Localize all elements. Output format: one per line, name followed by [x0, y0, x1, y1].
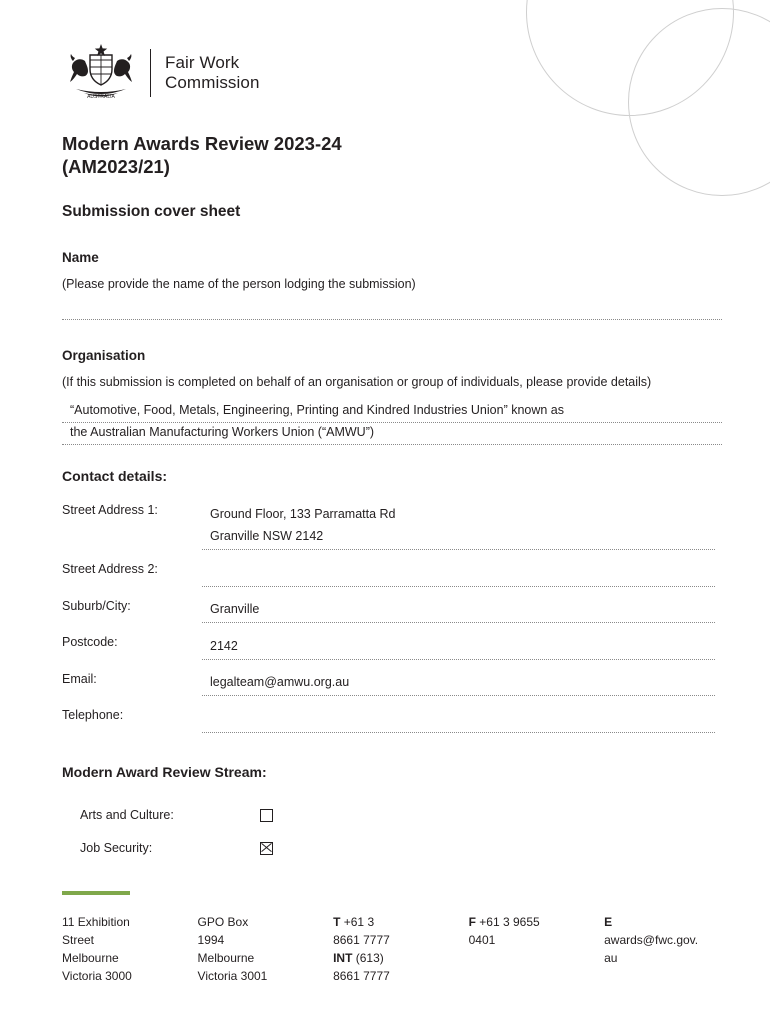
organisation-input[interactable] [62, 401, 722, 445]
contact-details-table [62, 501, 715, 733]
organisation-name-line-2: Commission [165, 73, 260, 92]
contact-spacer-5 [62, 696, 715, 707]
contact-row-telephone [62, 706, 715, 732]
footer-email-line-2: au [604, 951, 618, 965]
masthead-divider [150, 49, 151, 97]
checkbox-job-security[interactable] [260, 842, 273, 855]
footer-email-label: E [604, 915, 613, 929]
contact-label-telephone: Telephone: [62, 708, 124, 722]
stream-section-heading: Modern Award Review Stream: [62, 763, 267, 780]
svg-text:AUSTRALIA: AUSTRALIA [87, 94, 115, 100]
organisation-name [165, 53, 260, 93]
footer-street-line-2: Street [62, 933, 95, 947]
footer-fax-label: F [468, 915, 476, 929]
page-title-line-2: (AM2023/21) [62, 156, 170, 177]
footer-postal-line-2: 1994 [197, 933, 225, 947]
organisation-section-heading: Organisation [62, 348, 146, 363]
footer-fax-line-1: +61 3 9655 [479, 915, 540, 929]
name-section-heading: Name [62, 250, 99, 265]
contact-label-email: Email: [62, 671, 97, 686]
contact-value-suburb-city[interactable]: Granville [202, 597, 715, 623]
contact-spacer [62, 550, 715, 561]
contact-value-telephone[interactable] [202, 706, 715, 732]
footer-postal-line-3: Melbourne [197, 951, 255, 965]
stream-row-job-security[interactable] [62, 832, 722, 865]
footer-postal-line-1: GPO Box [197, 915, 249, 929]
footer [62, 913, 752, 985]
stream-options [62, 799, 722, 865]
footer-postal-line-4: Victoria 3001 [197, 969, 268, 983]
footer-column-email [604, 913, 752, 985]
australian-coat-of-arms-icon [62, 41, 140, 105]
footer-column-telephone [333, 913, 469, 985]
name-input[interactable] [62, 319, 722, 320]
contact-spacer-3 [62, 623, 715, 634]
stream-label-job-security: Job Security: [80, 841, 153, 855]
footer-street-line-3: Melbourne [62, 951, 119, 965]
contact-value-street-address-1-line-2[interactable]: Granville NSW 2142 [202, 527, 715, 550]
footer-email-line-1: awards@fwc.gov. [604, 933, 699, 947]
contact-row-street-address-1-line-2 [62, 527, 715, 550]
contact-label-postcode: Postcode: [62, 635, 118, 649]
contact-spacer-4 [62, 659, 715, 670]
spacer-cell-left-4 [62, 659, 202, 670]
spacer-cell-right-5 [202, 696, 715, 707]
footer-international-label: INT [333, 951, 353, 965]
footer-telephone-label: T [333, 915, 341, 929]
organisation-value-line-1[interactable]: “Automotive, Food, Metals, Engineering, Printing and Kindred Industries Union” known as [62, 401, 722, 423]
footer-international-line-2: 8661 7777 [333, 969, 390, 983]
contact-value-email[interactable]: legalteam@amwu.org.au [202, 670, 715, 696]
footer-column-street-address [62, 913, 198, 985]
spacer-cell-left-2 [62, 586, 202, 597]
contact-value-street-address-2[interactable] [202, 560, 715, 586]
contact-row-street-address-1 [62, 501, 715, 527]
footer-international-line-1: (613) [355, 951, 384, 965]
footer-accent-rule [62, 891, 130, 895]
contact-spacer-2 [62, 586, 715, 597]
spacer-cell-right [202, 550, 715, 561]
organisation-section-help: (If this submission is completed on behalf of an organisation or group of individuals, please provide details) [62, 375, 652, 389]
contact-label-empty [62, 527, 202, 550]
footer-street-line-4: Victoria 3000 [62, 969, 132, 983]
contact-label-street-address-1: Street Address 1: [62, 503, 158, 517]
spacer-cell-left-3 [62, 623, 202, 634]
contact-row-email [62, 670, 715, 696]
footer-fax-line-2: 0401 [468, 933, 496, 947]
stream-label-arts-and-culture: Arts and Culture: [80, 808, 174, 822]
stream-row-arts-and-culture[interactable] [62, 799, 722, 832]
footer-telephone-line-1: +61 3 [343, 915, 375, 929]
spacer-cell-left-5 [62, 696, 202, 707]
contact-value-street-address-1[interactable]: Ground Floor, 133 Parramatta Rd [210, 507, 396, 521]
footer-column-postal-address [198, 913, 334, 985]
footer-telephone-line-2: 8661 7777 [333, 933, 390, 947]
page-title [62, 132, 722, 178]
contact-label-suburb-city: Suburb/City: [62, 598, 131, 613]
contact-row-suburb-city [62, 597, 715, 623]
spacer-cell-left [62, 550, 202, 561]
checkbox-arts-and-culture[interactable] [260, 809, 273, 822]
contact-value-postcode[interactable]: 2142 [202, 633, 715, 659]
contact-row-postcode [62, 633, 715, 659]
contact-label-street-address-2: Street Address 2: [62, 562, 158, 576]
masthead [62, 0, 722, 106]
organisation-name-line-1: Fair Work [165, 53, 240, 72]
document-content [62, 0, 722, 865]
organisation-value-line-2[interactable]: the Australian Manufacturing Workers Union (“AMWU”) [62, 423, 722, 445]
contact-row-street-address-2 [62, 560, 715, 586]
spacer-cell-right-2 [202, 586, 715, 597]
name-section-help: (Please provide the name of the person lodging the submission) [62, 277, 416, 291]
page-subtitle: Submission cover sheet [62, 203, 241, 220]
footer-street-line-1: 11 Exhibition [62, 915, 130, 929]
contact-section-heading: Contact details: [62, 468, 168, 484]
footer-column-fax [469, 913, 605, 985]
page-title-line-1: Modern Awards Review 2023-24 [62, 133, 342, 154]
spacer-cell-right-3 [202, 623, 715, 634]
spacer-cell-right-4 [202, 659, 715, 670]
